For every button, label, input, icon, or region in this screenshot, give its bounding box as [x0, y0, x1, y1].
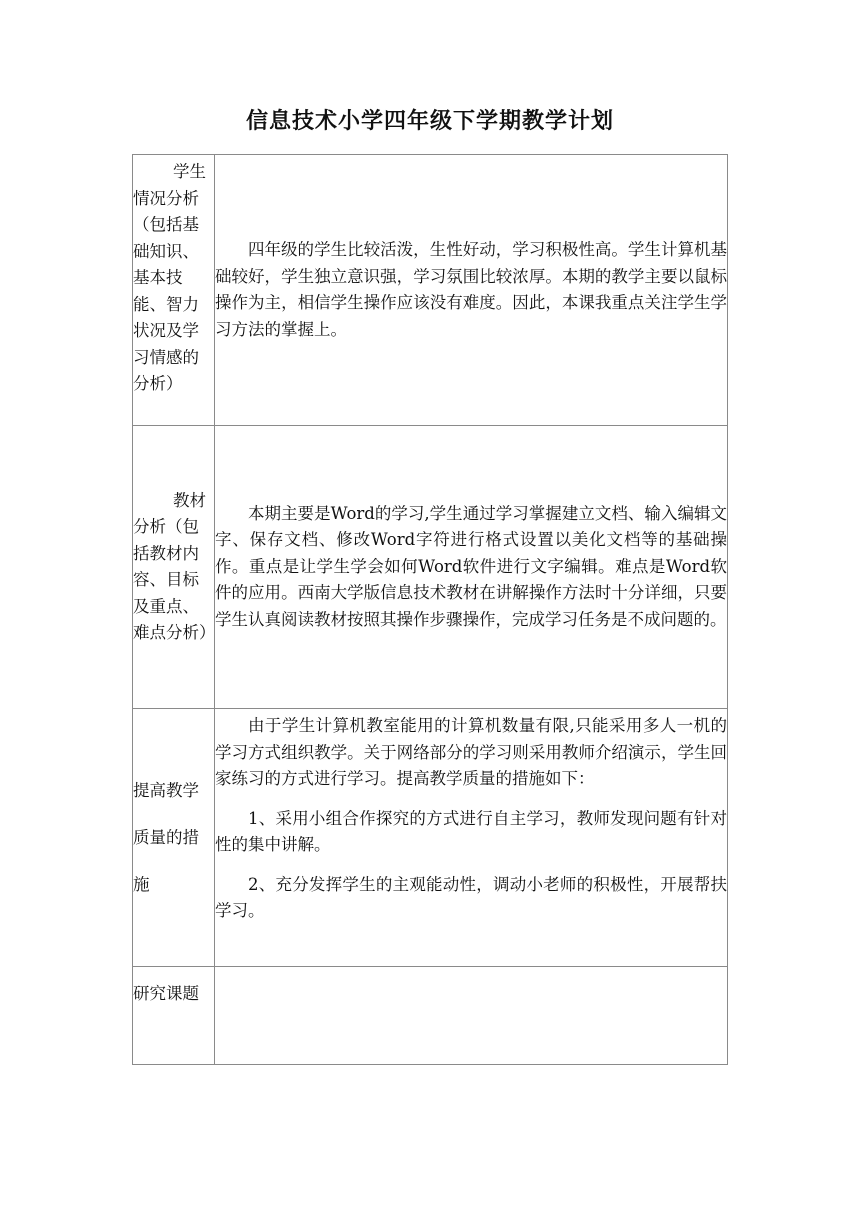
row-label-textbook-analysis [133, 426, 215, 709]
content-paragraph: 本期主要是Word的学习,学生通过学习掌握建立文档、输入编辑文字、保存文档、修改Word字符进行格式设置以美化文档等的基础操作。重点是让学生学会如何Word软件进行文字编辑。难点是Word软件的应用。西南大学版信息技术教材在讲解操作方法时十分详细，只要学生认真阅读教材按照其操作步骤操作，完成学习任务是不成问题的。 [215, 503, 727, 629]
table-row-research-topic [133, 967, 728, 1065]
row-label-research-topic: 研究课题 [133, 967, 215, 1065]
content-paragraph: 2、充分发挥学生的主观能动性，调动小老师的积极性，开展帮扶学习。 [215, 874, 727, 920]
teaching-plan-table [132, 154, 728, 1065]
table-row-textbook-analysis [133, 426, 728, 709]
row-content-student-analysis [215, 155, 728, 426]
row-label-student-analysis [133, 155, 215, 426]
content-paragraph: 由于学生计算机教室能用的计算机数量有限,只能采用多人一机的学习方式组织教学。关于网络部分的学习则采用教师介绍演示，学生回家练习的方式进行学习。提高教学质量的措施如下： [215, 716, 727, 788]
row-content-textbook-analysis [215, 426, 728, 709]
row-content-research-topic [215, 967, 728, 1065]
row-label-text: 学生情况分析（包括基础知识、基本技能、智力状况及学习情感的分析） [133, 162, 206, 393]
content-paragraph: 四年级的学生比较活泼，生性好动，学习积极性高。学生计算机基础较好，学生独立意识强，学习氛围比较浓厚。本期的教学主要以鼠标操作为主，相信学生操作应该没有难度。因此，本课我重点关注学生学习方法的掌握上。 [215, 240, 727, 339]
row-label-text: 教材分析（包括教材内容、目标及重点、难点分析） [133, 490, 216, 642]
row-label-quality-measures: 提高教学质量的措施 [133, 709, 215, 967]
row-content-quality-measures [215, 709, 728, 967]
table-row-student-analysis [133, 155, 728, 426]
content-paragraph: 1、采用小组合作探究的方式进行自主学习，教师发现问题有针对性的集中讲解。 [215, 808, 727, 854]
document-title: 信息技术小学四年级下学期教学计划 [245, 109, 614, 134]
table-row-quality-measures [133, 709, 728, 967]
